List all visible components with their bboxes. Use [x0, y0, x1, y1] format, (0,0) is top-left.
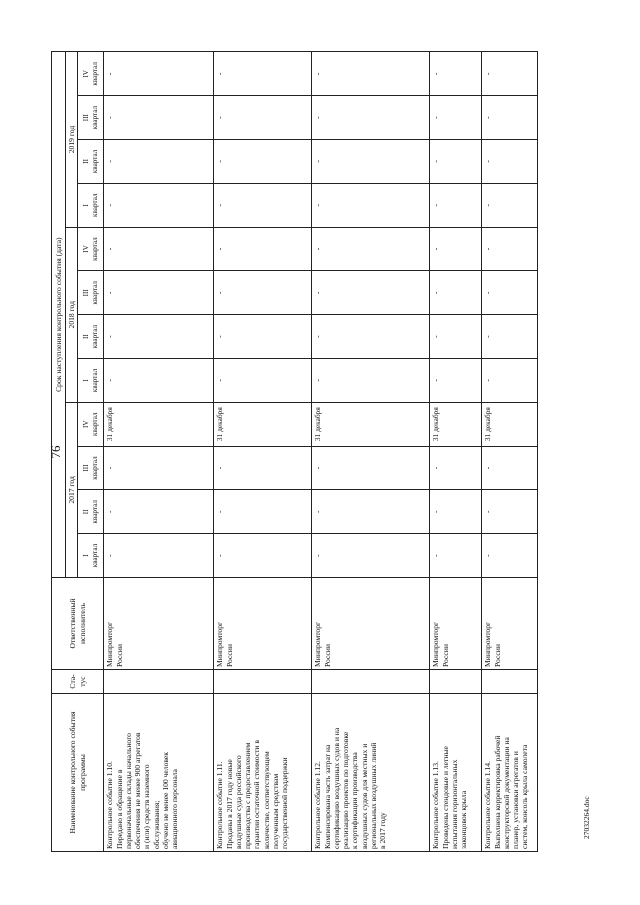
- event-description-line: государственной поддержки: [280, 757, 289, 849]
- event-title: Контрольное событие 1.11.: [215, 761, 225, 849]
- deadline-cell: -: [104, 490, 214, 534]
- quarter-numeral: IV: [82, 70, 91, 78]
- deadline-cell: 31 декабря: [214, 402, 312, 446]
- deadline-cell: -: [430, 183, 482, 227]
- executor-line: Минпромторг: [215, 621, 225, 667]
- event-description-line: испытания горизонтальных: [449, 759, 459, 849]
- deadline-cell: -: [430, 96, 482, 140]
- deadline-cell: -: [482, 271, 538, 315]
- table-row: [430, 52, 482, 852]
- header-quarter: [78, 446, 104, 490]
- deadline-cell: -: [482, 183, 538, 227]
- event-description-line: Передано в обращение в: [114, 769, 124, 849]
- deadline-cell: -: [104, 359, 214, 403]
- deadline-cell: -: [104, 271, 214, 315]
- control-events-table: [51, 51, 538, 852]
- header-deadline: Срок наступления контрольного события (дата): [52, 52, 66, 578]
- deadline-cell: -: [482, 96, 538, 140]
- quarter-word: квартал: [90, 368, 99, 393]
- status-cell: [214, 670, 312, 694]
- event-description-line: воздушные суда российского: [233, 755, 243, 849]
- deadline-cell: -: [312, 446, 430, 490]
- header-year: 2018 год: [66, 227, 78, 402]
- header-year: 2019 год: [66, 52, 78, 227]
- status-cell: [430, 670, 482, 694]
- event-title: Контрольное событие 1.13.: [431, 761, 441, 849]
- deadline-cell: -: [482, 227, 538, 271]
- deadline-cell: -: [430, 490, 482, 534]
- quarter-numeral: III: [82, 114, 91, 122]
- executor-cell: [104, 578, 214, 670]
- table-row: [312, 52, 430, 852]
- event-description-line: обучено не менее 100 человек: [160, 752, 170, 849]
- quarter-word: квартал: [90, 281, 99, 305]
- document-id: 27032264.doc: [582, 796, 591, 839]
- event-description-line: Проведены стендовые и летные: [440, 746, 450, 849]
- event-title: Контрольное событие 1.12.: [313, 761, 323, 849]
- table-row: [104, 52, 214, 852]
- quarter-word: квартал: [90, 62, 99, 86]
- event-description-line: к сертификации производства: [350, 752, 360, 849]
- page-number: 76: [48, 445, 63, 459]
- event-description-line: систем, консоль крыла самолета: [520, 744, 530, 849]
- quarter-word: квартал: [90, 149, 99, 174]
- deadline-cell: -: [214, 490, 312, 534]
- quarter-numeral: III: [82, 289, 91, 297]
- deadline-cell: -: [214, 227, 312, 271]
- quarter-numeral: I: [82, 554, 91, 557]
- deadline-cell: 31 декабря: [482, 402, 538, 446]
- event-title: Контрольное событие 1.10.: [105, 761, 115, 849]
- quarter-word: квартал: [90, 543, 99, 568]
- executor-line: Минпромторг: [313, 621, 323, 667]
- header-quarter: [78, 271, 104, 315]
- deadline-cell: -: [430, 359, 482, 403]
- event-title: Контрольное событие 1.14.: [483, 761, 493, 849]
- deadline-cell: -: [104, 227, 214, 271]
- event-description-line: планер, установки агрегатов и: [511, 751, 520, 849]
- deadline-cell: -: [214, 446, 312, 490]
- deadline-cell: -: [312, 359, 430, 403]
- deadline-cell: -: [482, 140, 538, 184]
- deadline-cell: -: [430, 446, 482, 490]
- event-description-line: Проданы в 2017 году новые: [224, 759, 234, 849]
- deadline-cell: -: [430, 271, 482, 315]
- deadline-cell: -: [214, 271, 312, 315]
- deadline-cell: -: [482, 490, 538, 534]
- deadline-cell: -: [312, 183, 430, 227]
- executor-line: России: [492, 644, 502, 667]
- quarter-word: квартал: [90, 237, 99, 261]
- deadline-cell: 31 декабря: [312, 402, 430, 446]
- quarter-word: квартал: [90, 324, 99, 349]
- quarter-word: квартал: [90, 456, 99, 480]
- event-description-line: региональных воздушных линий: [368, 742, 378, 849]
- status-cell: [104, 670, 214, 694]
- event-name-cell: [312, 694, 430, 852]
- deadline-cell: -: [312, 271, 430, 315]
- quarter-word: квартал: [90, 500, 99, 524]
- header-quarter: [78, 490, 104, 534]
- header-status: Ста-тус: [52, 670, 104, 694]
- event-description-line: первоначальные склады начального: [123, 733, 133, 849]
- table-row: [214, 52, 312, 852]
- executor-line: Минпромторг: [105, 621, 115, 667]
- event-description-line: конструкторской документации на: [501, 737, 511, 849]
- deadline-cell: -: [482, 315, 538, 359]
- deadline-cell: -: [312, 227, 430, 271]
- event-name-cell: [104, 694, 214, 852]
- header-quarter: [78, 183, 104, 227]
- deadline-cell: -: [214, 52, 312, 96]
- quarter-word: квартал: [90, 105, 99, 130]
- deadline-cell: -: [104, 140, 214, 184]
- event-description-line: в 2017 году: [378, 812, 387, 849]
- deadline-cell: -: [482, 52, 538, 96]
- quarter-numeral: IV: [82, 245, 91, 253]
- deadline-cell: 31 декабря: [430, 402, 482, 446]
- deadline-cell: -: [214, 140, 312, 184]
- deadline-cell: -: [312, 96, 430, 140]
- event-description-line: обслуживания;: [151, 800, 161, 849]
- deadline-cell: -: [104, 183, 214, 227]
- executor-line: Минпромторг: [431, 621, 441, 667]
- event-name-cell: [214, 694, 312, 852]
- event-description-line: обеспечения не менее 900 агрегатов: [133, 732, 142, 849]
- event-description-line: законцовок крыла: [459, 790, 468, 849]
- deadline-cell: 31 декабря: [104, 402, 214, 446]
- executor-line: России: [114, 644, 124, 667]
- deadline-cell: -: [482, 359, 538, 403]
- deadline-cell: -: [312, 315, 430, 359]
- deadline-cell: -: [430, 227, 482, 271]
- quarter-numeral: II: [82, 509, 91, 515]
- deadline-cell: -: [482, 446, 538, 490]
- event-description-line: и (или) средств наземного: [142, 764, 152, 849]
- quarter-numeral: I: [82, 379, 91, 382]
- header-quarter: [78, 140, 104, 184]
- quarter-numeral: IV: [82, 420, 91, 429]
- deadline-cell: -: [214, 183, 312, 227]
- deadline-cell: -: [430, 534, 482, 578]
- status-cell: [312, 670, 430, 694]
- event-description-line: реализацию проектов по подготовке: [341, 731, 350, 849]
- header-name: Наименование контрольного события программы: [52, 694, 104, 852]
- deadline-cell: -: [312, 490, 430, 534]
- deadline-cell: -: [312, 52, 430, 96]
- event-name-cell: [430, 694, 482, 852]
- event-description-line: полученным средствам: [270, 773, 280, 849]
- deadline-cell: -: [430, 52, 482, 96]
- status-cell: [482, 670, 538, 694]
- header-quarter: [78, 227, 104, 271]
- header-year: 2017 год: [66, 402, 78, 577]
- deadline-cell: -: [430, 140, 482, 184]
- deadline-cell: -: [312, 534, 430, 578]
- quarter-word: квартал: [90, 193, 99, 218]
- deadline-cell: -: [104, 96, 214, 140]
- quarter-numeral: III: [82, 464, 91, 472]
- deadline-cell: -: [312, 140, 430, 184]
- quarter-numeral: II: [82, 159, 91, 164]
- header-quarter: [78, 359, 104, 403]
- event-description-line: количестве, соответствующем: [261, 751, 271, 849]
- event-description-line: сертификацию воздушных судов и на: [331, 727, 341, 849]
- header-executor: Ответственный исполнитель: [52, 578, 104, 670]
- header-quarter: [78, 402, 104, 446]
- event-description-line: гарантии остаточной стоимости в: [252, 740, 262, 849]
- header-quarter: [78, 96, 104, 140]
- event-description-line: производства с предоставлением: [243, 742, 252, 849]
- deadline-cell: -: [214, 315, 312, 359]
- executor-line: Минпромторг: [483, 621, 493, 667]
- executor-cell: [482, 578, 538, 670]
- deadline-cell: -: [214, 359, 312, 403]
- executor-cell: [430, 578, 482, 670]
- deadline-cell: -: [214, 96, 312, 140]
- event-name-cell: [482, 694, 538, 852]
- quarter-word: квартал: [90, 412, 99, 436]
- deadline-cell: -: [104, 446, 214, 490]
- deadline-cell: -: [104, 52, 214, 96]
- deadline-cell: -: [104, 315, 214, 359]
- executor-line: России: [224, 644, 234, 667]
- executor-cell: [214, 578, 312, 670]
- event-description-line: Компенсирована часть затрат на: [322, 744, 332, 849]
- event-description-line: Выполнена корректировка рабочей: [492, 735, 502, 849]
- quarter-numeral: I: [82, 204, 91, 207]
- deadline-cell: -: [104, 534, 214, 578]
- event-description-line: воздушных судов для местных и: [359, 743, 369, 849]
- header-quarter: [78, 52, 104, 96]
- deadline-cell: -: [482, 534, 538, 578]
- deadline-cell: -: [214, 534, 312, 578]
- event-description-line: авиационного персонала: [170, 769, 179, 849]
- deadline-cell: -: [430, 315, 482, 359]
- executor-cell: [312, 578, 430, 670]
- rotated-table-sheet: [51, 52, 589, 852]
- table-row: [482, 52, 538, 852]
- quarter-numeral: II: [82, 334, 91, 340]
- executor-line: России: [322, 644, 332, 667]
- executor-line: России: [440, 644, 450, 667]
- header-quarter: [78, 315, 104, 359]
- header-quarter: [78, 534, 104, 578]
